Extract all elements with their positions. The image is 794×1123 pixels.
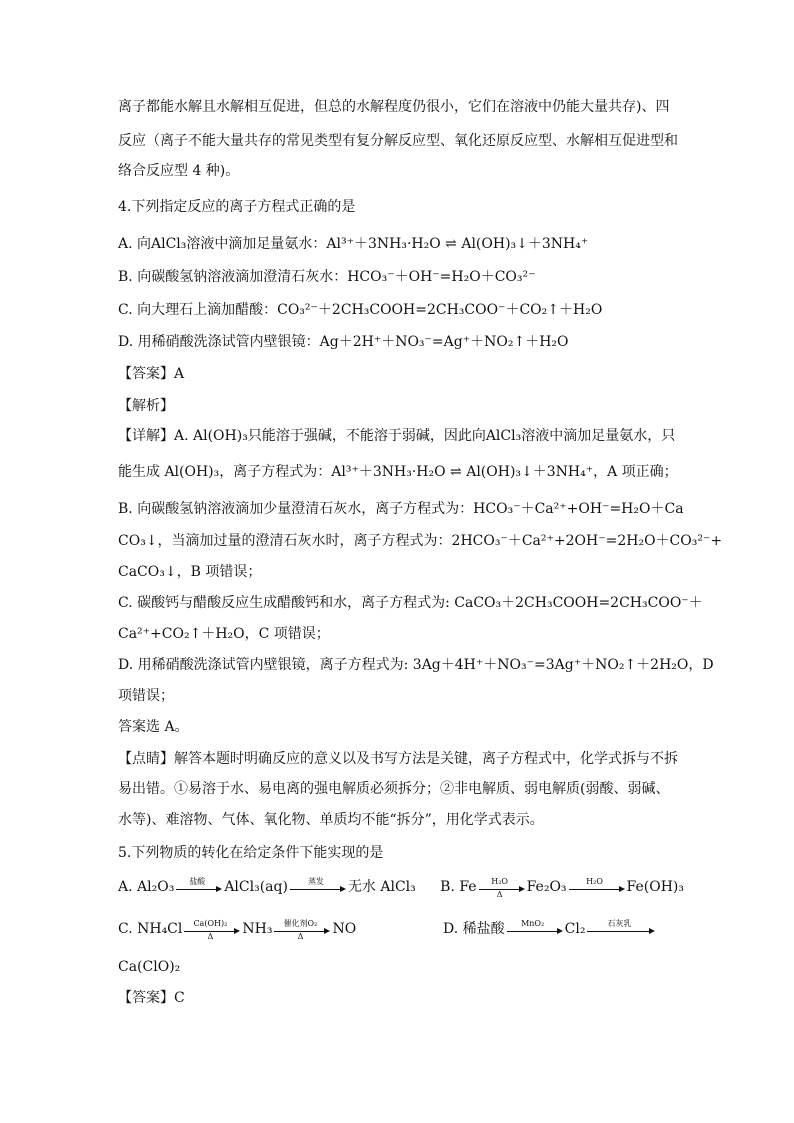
explanation-line: D. 用稀硝酸洗涤试管内壁银镜，离子方程式为: 3Ag＋4H⁺＋NO₃⁻=3Ag⁺＋NO₂↑＋2H₂O，D [118,657,714,673]
reaction-arrow: H₂O [569,877,625,897]
explanation-line: CaCO₃↓，B 项错误； [118,564,262,580]
answer-label: 【答案】A [118,366,185,382]
text-line: 络合反应型 4 种)。 [118,163,240,179]
option-a-scheme: A. Al₂O₃ 盐酸 AlCl₃(aq) 蒸发 无水 AlCl₃ [118,877,416,895]
explanation-line: CO₃↓，当滴加过量的澄清石灰水时，离子方程式为：2HCO₃⁻＋Ca²⁺+2OH⁻=2H₂O＋CO₃²⁻+ [118,533,723,549]
reaction-arrow: 石灰乳 [587,919,655,939]
answer-label: 【答案】C [118,990,185,1006]
option-d: D. 用稀硝酸洗涤试管内壁银镜：Ag＋2H⁺＋NO₃⁻=Ag⁺＋NO₂↑＋H₂O [118,334,569,350]
reaction-arrow: 蒸发 [290,877,346,897]
explanation-line: Ca²⁺+CO₂↑＋H₂O，C 项错误； [118,626,330,642]
text-line: 反应（离子不能大量共存的常见类型有复分解反应型、氧化还原反应型、水解相互促进型和 [118,133,678,149]
tip-line: 【点睛】解答本题时明确反应的意义以及书写方法是关键，离子方程式中，化学式拆与不拆 [118,751,678,767]
explanation-line: 【详解】A. Al(OH)₃只能溶于强碱，不能溶于弱碱，因此向AlCl₃溶液中滴加足量氨水，只 [118,428,676,444]
option-a: A. 向AlCl₃溶液中滴加足量氨水：Al³⁺＋3NH₃·H₂O ⇌ Al(OH)₃↓＋3NH₄⁺ [118,236,589,252]
question-5-stem: 5.下列物质的转化在给定条件下能实现的是 [118,845,384,861]
question-4-stem: 4.下列指定反应的离子方程式正确的是 [118,199,356,215]
option-c: C. 向大理石上滴加醋酸：CO₃²⁻＋2CH₃COOH=2CH₃COO⁻＋CO₂↑＋H₂O [118,302,603,318]
explanation-line: 答案选 A。 [118,719,189,735]
reaction-arrow: MnO₂ [507,919,563,939]
option-b: B. 向碳酸氢钠溶液滴加澄清石灰水：HCO₃⁻＋OH⁻=H₂O＋CO₃²⁻ [118,269,536,285]
explanation-line: 项错误； [118,688,174,704]
option-b-scheme: B. Fe H₂O Δ Fe₂O₃ H₂O Fe(OH)₃ [440,877,684,899]
question-5-row-1 [118,877,684,897]
tip-line: 易出错。①易溶于水、易电离的强电解质必须拆分；②非电解质、弱电解质(弱酸、弱碱、 [118,781,670,797]
option-d-product: Ca(ClO)₂ [118,959,181,975]
reaction-arrow: Ca(OH)₂ Δ [184,919,240,939]
tip-line: 水等)、难溶物、气体、氧化物、单质均不能“拆分”，用化学式表示。 [118,812,544,828]
analysis-label: 【解析】 [118,398,174,414]
question-5-row-2 [118,919,684,939]
explanation-line: B. 向碳酸氢钠溶液滴加少量澄清石灰水，离子方程式为：HCO₃⁻＋Ca²⁺+OH⁻=H₂O＋Ca [118,501,684,517]
text-line: 离子都能水解且水解相互促进，但总的水解程度仍很小，它们在溶液中仍能大量共存)、四 [118,99,670,115]
reaction-arrow: H₂O Δ [479,877,525,897]
explanation-line: 能生成 Al(OH)₃，离子方程式为：Al³⁺＋3NH₃·H₂O ⇌ Al(OH)₃↓＋3NH₄⁺，A 项正确； [118,464,678,480]
option-d-scheme: D. 稀盐酸 MnO₂ Cl₂ 石灰乳 [443,919,684,939]
reaction-arrow: 盐酸 [176,877,222,897]
option-c-scheme: C. NH₄Cl Ca(OH)₂ Δ NH₃ 催化剂O₂ Δ NO [118,919,357,941]
explanation-line: C. 碳酸钙与醋酸反应生成醋酸钙和水，离子方程式为: CaCO₃＋2CH₃COOH=2CH₃COO⁻＋ [118,595,703,611]
reaction-arrow: 催化剂O₂ Δ [274,919,330,939]
